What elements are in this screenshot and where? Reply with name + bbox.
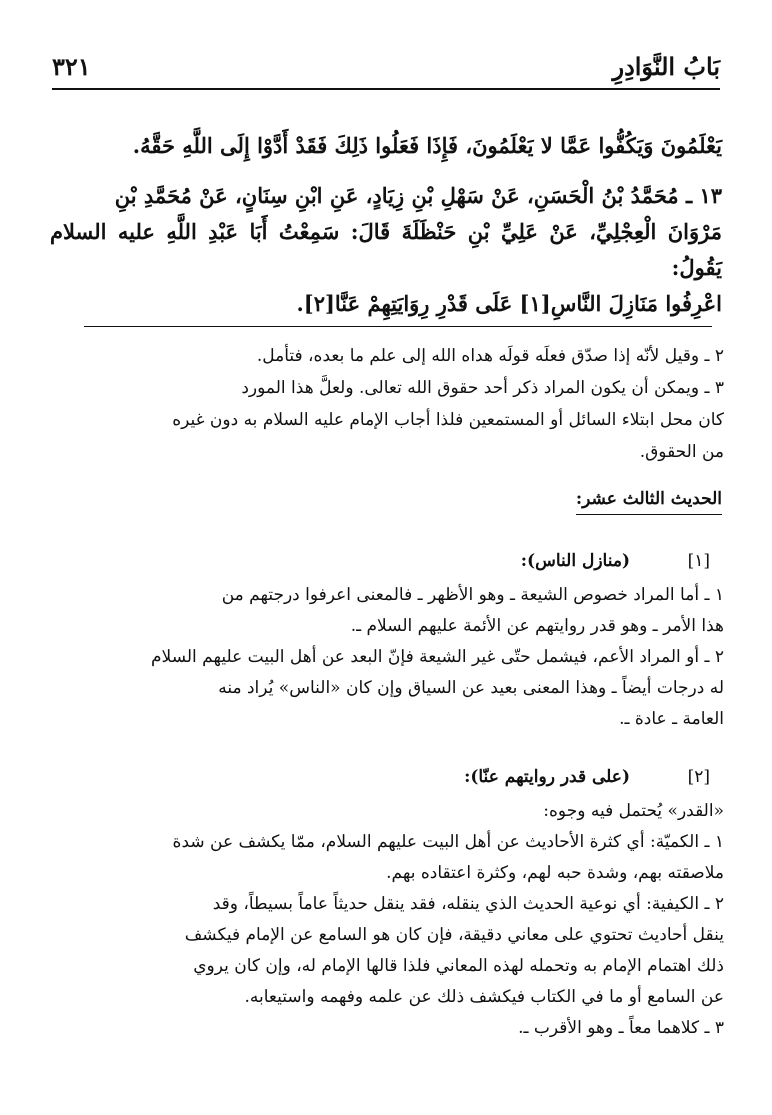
page-number: ٣٢١ — [52, 52, 91, 81]
commentary-ref: [٢] — [687, 767, 710, 787]
commentary-line: له درجات أيضاً ـ وهذا المعنى بعيد عن السياق وإن كان «الناس» يُراد منه — [218, 678, 724, 698]
commentary-line: ينقل أحاديث تحتوي على معاني دقيقة، فإن كان هو السامع عن الإمام فيكشف — [184, 925, 724, 945]
commentary-line: ملاصقته بهم، وشدة حبه لهم، وكثرة اعتقاده بهم. — [386, 863, 724, 883]
header-divider — [52, 88, 720, 90]
chapter-title: بَابُ النَّوَادِرِ — [612, 52, 720, 81]
footnote-3-line: كان محل ابتلاء السائل أو المستمعين فلذا أجاب الإمام عليه السلام به دون غيره — [172, 410, 724, 430]
footnote-2: ٢ ـ وقيل لأنّه إذا صدّق فعلَه قولَه هداه الله إلى علم ما بعده، فتأمل. — [256, 346, 724, 366]
commentary-line: ٣ ـ كلاهما معاً ـ وهو الأقرب ـ. — [518, 1018, 724, 1038]
footnote-3-line: ٣ ـ ويمكن أن يكون المراد ذكر أحد حقوق الله تعالى. ولعلَّ هذا المورد — [241, 378, 724, 398]
commentary-line: ١ ـ الكميّة: أي كثرة الأحاديث عن أهل البيت عليهم السلام، ممّا يكشف عن شدة — [172, 832, 724, 852]
commentary-line: عن السامع أو ما في الكتاب فيكشف ذلك عن علمه وفهمه واستيعابه. — [244, 987, 724, 1007]
footnote-divider — [84, 326, 712, 327]
main-text-line: يَعْلَمُونَ وَيَكُفُّوا عَمَّا لا يَعْلَمُونَ، فَإِذَا فَعَلُوا ذَلِكَ فَقَدْ أَدَّوْا إِلَى اللَّهِ حَقَّهُ. — [132, 133, 722, 158]
commentary-line: «القدر» يُحتمل فيه وجوه: — [543, 801, 724, 821]
footnote-3-line: من الحقوق. — [639, 442, 724, 462]
footnotes — [50, 340, 724, 468]
commentary-line: هذا الأمر ـ وهو قدر روايتهم عن الأئمة عليهم السلام ـ. — [350, 616, 724, 636]
commentary-1 — [50, 546, 724, 735]
commentary-ref: [١] — [687, 551, 710, 571]
commentary-title: (منازل الناس): — [520, 551, 630, 571]
hadith-13-line: اعْرِفُوا مَنَازِلَ النَّاسِ[١] عَلَى قَدْرِ رِوَايَتِهِمْ عَنَّا[٢]. — [296, 291, 722, 316]
commentary-line: ٢ ـ أو المراد الأعم، فيشمل حتّى غير الشيعة فإنّ البعد عن أهل البيت عليهم السلام — [151, 647, 724, 667]
hadith-13-line: ١٣ ـ مُحَمَّدُ بْنُ الْحَسَنِ، عَنْ سَهْلِ بْنِ زِيَادٍ، عَنِ ابْنِ سِنَانٍ، عَنْ مُحَمَّدِ بْنِ — [114, 183, 722, 208]
commentary-line: العامة ـ عادة ـ. — [619, 709, 724, 729]
section-title: الحديث الثالث عشر: — [576, 486, 722, 515]
commentary-line: ٢ ـ الكيفية: أي نوعية الحديث الذي ينقله، فقد ينقل حديثاً عاماً بسيطاً، وقد — [212, 894, 724, 914]
commentary-line: ١ ـ أما المراد خصوص الشيعة ـ وهو الأظهر ـ فالمعنى اعرفوا درجتهم من — [221, 585, 724, 605]
hadith-13-line: مَرْوَانَ الْعِجْلِيِّ، عَنْ عَلِيِّ بْنِ حَنْظَلَةَ قَالَ: سَمِعْتُ أَبَا عَبْدِ اللَّهِ عليه السلام يَقُولُ: — [50, 219, 722, 280]
commentary-line: ذلك اهتمام الإمام به وتحمله لهذه المعاني فلذا قالها الإمام له، وإن كان يروي — [193, 956, 724, 976]
commentary-title: (على قدر روايتهم عنّا): — [464, 767, 630, 787]
hadith-main-text — [50, 128, 722, 322]
commentary-2 — [50, 762, 724, 1044]
page-header — [52, 52, 720, 86]
